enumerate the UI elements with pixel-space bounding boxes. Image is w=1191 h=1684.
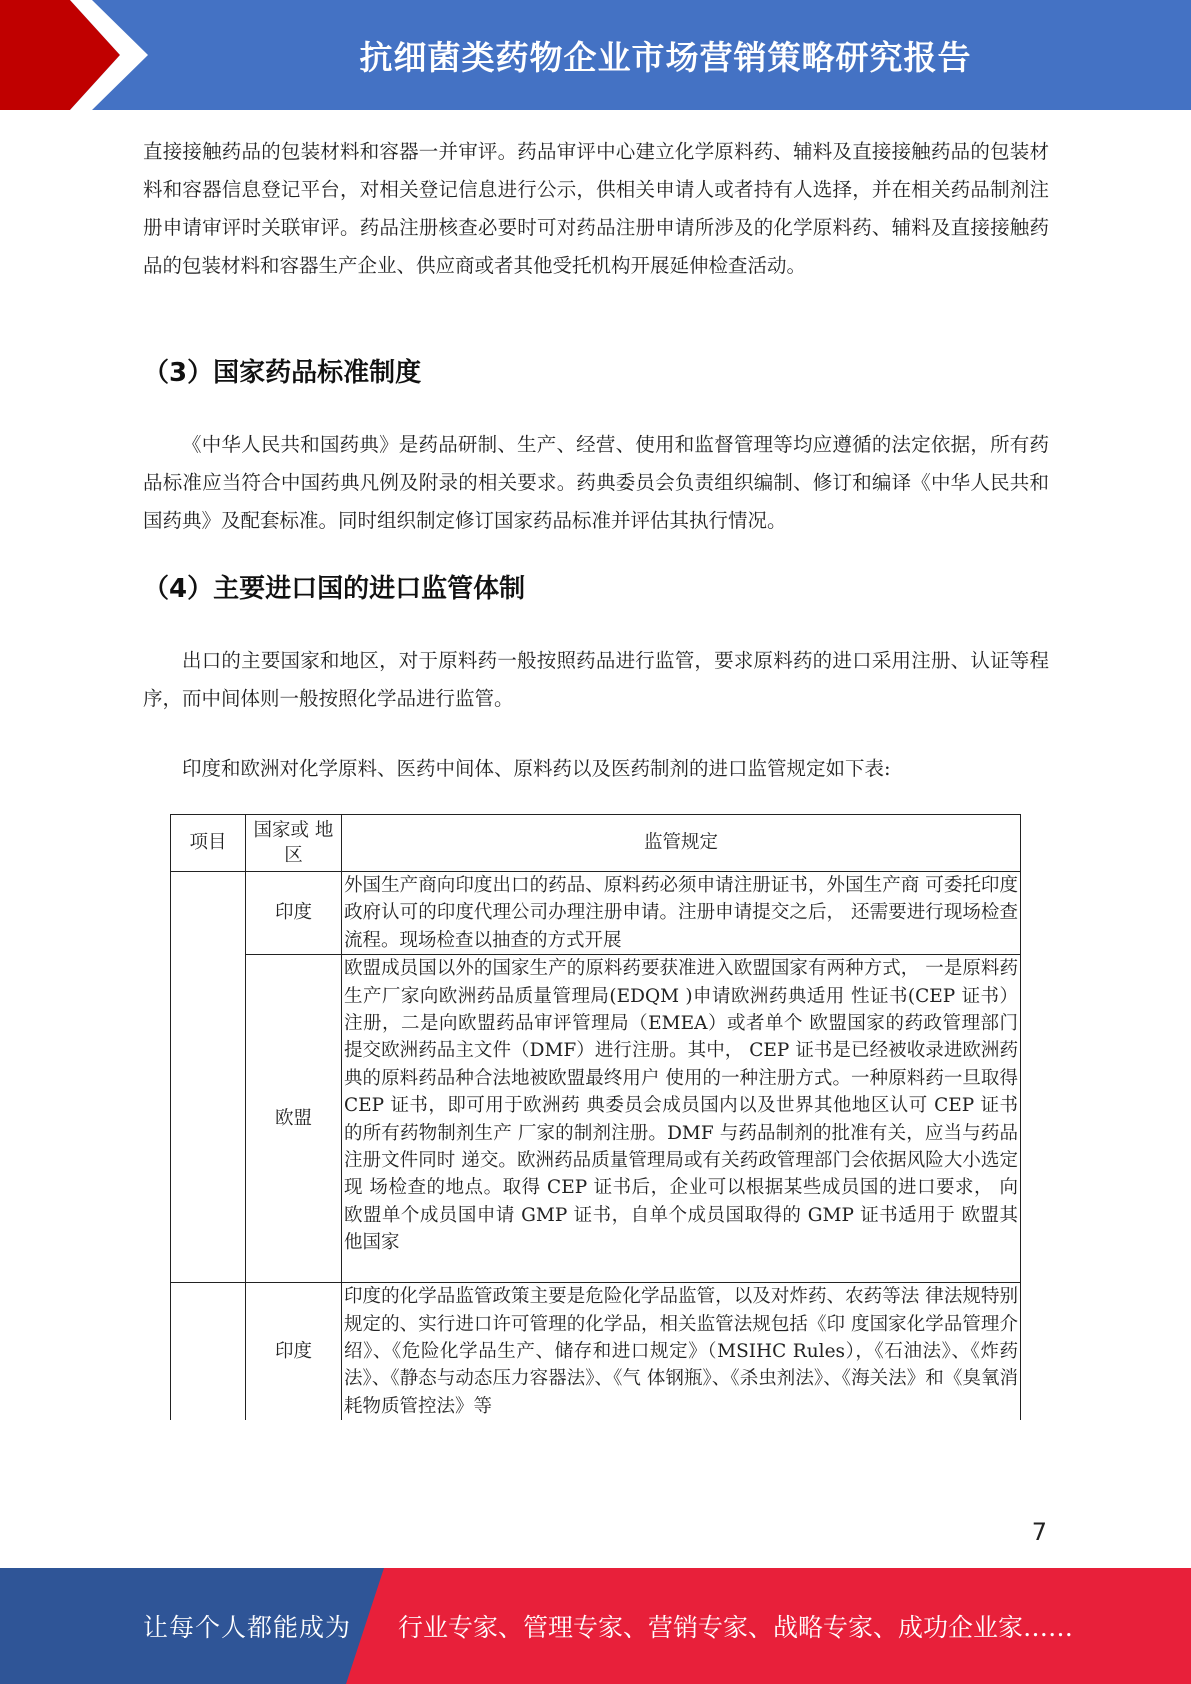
table-row — [171, 872, 1021, 955]
page-footer — [0, 1568, 1191, 1684]
row-item-cell — [171, 872, 246, 1283]
paragraph-review: 直接接触药品的包装材料和容器一并审评。药品审评中心建立化学原料药、辅料及直接接触药品的包装材料和容器信息登记平台，对相关登记信息进行公示，供相关申请人或者持有人选择，并在相关药品制剂注册申请审评时关联审评。药品注册核查必要时可对药品注册申请所涉及的化学原料药、辅料及直接接触药品的包装材料和容器生产企业、供应商或者其他受托机构开展延伸检查活动。 — [143, 140, 1049, 277]
header-country: 国家或 地区 — [246, 815, 342, 872]
table-row — [171, 955, 1021, 1283]
header-rule: 监管规定 — [342, 815, 1021, 872]
row-country-cell: 印度 — [246, 872, 342, 955]
table-row — [171, 1283, 1021, 1421]
paragraph-table-intro: 印度和欧洲对化学原料、医药中间体、原料药以及医药制剂的进口监管规定如下表: — [182, 757, 891, 780]
row-rule-cell: 外国生产商向印度出口的药品、原料药必须申请注册证书，外国生产商 可委托印度政府认可的印度代理公司办理注册申请。注册申请提交之后， 还需要进行现场检查流程。现场检查以抽查的方式开展 — [342, 872, 1021, 955]
row-country-cell: 印度 — [246, 1283, 342, 1421]
heading-import-regulation: （4）主要进口国的进口监管体制 — [143, 574, 526, 604]
heading-national-standards: （3）国家药品标准制度 — [143, 358, 422, 388]
report-title: 抗细菌类药物企业市场营销策略研究报告 — [359, 37, 972, 77]
page-number: 7 — [1031, 1518, 1047, 1546]
footer-slogan-right: 行业专家、管理专家、营销专家、战略专家、成功企业家…… — [398, 1613, 1074, 1642]
footer-slogan-left: 让每个人都能成为 — [143, 1613, 352, 1642]
paragraph-export-regulation: 出口的主要国家和地区，对于原料药一般按照药品进行监管，要求原料药的进口采用注册、认证等程序，而中间体则一般按照化学品进行监管。 — [143, 649, 1049, 710]
row-rule-cell: 印度的化学品监管政策主要是危险化学品监管，以及对炸药、农药等法 律法规特别规定的、实行进口许可管理的化学品，相关监管法规包括《印 度国家化学品管理介绍》、《危险化学品生产、储存和进口规定》（MSIHC Rules），《石油法》、《炸药法》、《静态与动态压力容器法》、《气 体钢瓶》、《杀虫剂法》、《海关法》和《臭氧消耗物质管控法》等 — [342, 1283, 1021, 1421]
page-header — [0, 0, 1191, 110]
row-item-cell — [171, 1283, 246, 1421]
row-country-cell: 欧盟 — [246, 955, 342, 1283]
import-regulation-table — [170, 814, 1021, 1420]
header-item: 项目 — [171, 815, 246, 872]
row-rule-cell: 欧盟成员国以外的国家生产的原料药要获准进入欧盟国家有两种方式， 一是原料药生产厂家向欧洲药品质量管理局(EDQM )申请欧洲药典适用 性证书(CEP 证书）注册，二是向欧盟药品审评管理局（EMEA）或者单个 欧盟国家的药政管理部门提交欧洲药品主文件（DMF）进行注册。其中， CEP 证书是已经被收录进欧洲药典的原料药品种合法地被欧盟最终用户 使用的一种注册方式。一种原料药一旦取得 CEP 证书，即可用于欧洲药 典委员会成员国内以及世界其他地区认可 CEP 证书的所有药物制剂生产 厂家的制剂注册。DMF 与药品制剂的批准有关，应当与药品注册文件同时 递交。欧洲药品质量管理局或有关药政管理部门会依据风险大小选定现 场检查的地点。取得 CEP 证书后，企业可以根据某些成员国的进口要求， 向欧盟单个成员国申请 GMP 证书，自单个成员国取得的 GMP 证书适用于 欧盟其他国家 — [342, 955, 1021, 1283]
paragraph-pharmacopoeia: 《中华人民共和国药典》是药品研制、生产、经营、使用和监督管理等均应遵循的法定依据，所有药品标准应当符合中国药典凡例及附录的相关要求。药典委员会负责组织编制、修订和编译《中华人民共和国药典》及配套标准。同时组织制定修订国家药品标准并评估其执行情况。 — [143, 433, 1049, 532]
table-header-row — [171, 815, 1021, 872]
